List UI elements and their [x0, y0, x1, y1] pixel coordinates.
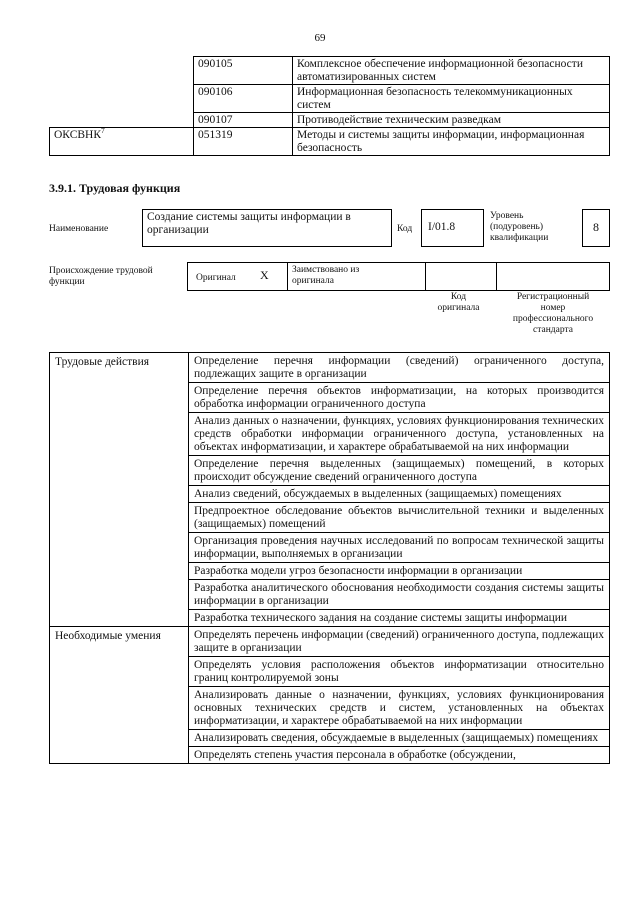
- caption-line: профессионального: [512, 314, 594, 324]
- table-cell: Противодействие техническим разведкам: [293, 113, 610, 128]
- code-label: Код: [397, 224, 413, 234]
- table-row: [50, 113, 610, 128]
- table-row: [50, 627, 610, 657]
- function-details-table: [49, 352, 610, 764]
- labor-action-item: Анализ данных о назначении, функциях, условиях функционирования технических средств обработки информации ограниченного доступа, установленных на объектах информатизации, и характере обрабатываемой на них информации: [189, 413, 610, 456]
- level-label-line: квалификации: [490, 233, 549, 243]
- function-name-value: Создание системы защиты информации в организации: [142, 209, 392, 247]
- required-skill-item: Определять степень участия персонала в обработке (обсуждении,: [189, 747, 610, 764]
- required-skill-item: Анализировать сведения, обсуждаемые в выделенных (защищаемых) помещениях: [189, 730, 610, 747]
- table-row: [50, 85, 610, 113]
- borrowed-label-line: Заимствовано из: [292, 265, 360, 275]
- table-cell: 090105: [194, 57, 293, 85]
- labor-action-item: Организация проведения научных исследований по вопросам технической защиты информации, выполняемых в организации: [189, 533, 610, 563]
- borrowed-cell: [288, 263, 426, 290]
- name-label: Наименование: [49, 224, 109, 234]
- labor-action-item: Разработка аналитического обоснования необходимости создания системы защиты информации в организации: [189, 580, 610, 610]
- labor-action-item: Предпроектное обследование объектов вычислительной техники и выделенных (защищаемых) помещений: [189, 503, 610, 533]
- original-code-caption: [421, 292, 496, 314]
- origin-label-line: функции: [49, 277, 85, 287]
- labor-action-item: Определение перечня объектов информатизации, на которых производится обработка информации ограниченного доступа: [189, 383, 610, 413]
- table-cell: [50, 57, 194, 85]
- table-cell: Комплексное обеспечение информационной безопасности автоматизированных систем: [293, 57, 610, 85]
- required-skill-item: Определять перечень информации (сведений) ограниченного доступа, подлежащих защите в организации: [189, 627, 610, 657]
- level-label: [490, 211, 548, 244]
- origin-row: [187, 262, 610, 291]
- footnote-ref: 7: [101, 126, 105, 136]
- function-code-value: I/01.8: [421, 209, 484, 247]
- original-mark: X: [260, 268, 269, 282]
- codes-table: [49, 56, 610, 156]
- caption-line: Код: [450, 292, 467, 302]
- origin-label: [49, 266, 153, 288]
- caption-line: Регистрационный: [516, 292, 590, 302]
- required-skill-item: Определять условия расположения объектов информатизации относительно границ контролируемой зоны: [189, 657, 610, 687]
- labor-action-item: Определение перечня информации (сведений) ограниченного доступа, подлежащих защите в организации: [189, 353, 610, 383]
- labor-actions-title: Трудовые действия: [50, 353, 189, 627]
- registration-number-cell: [497, 263, 609, 290]
- level-label-line: (подуровень): [490, 222, 544, 232]
- qualification-level-value: 8: [582, 209, 610, 247]
- caption-line: оригинала: [437, 303, 480, 313]
- level-label-line: Уровень: [490, 211, 524, 221]
- caption-line: стандарта: [533, 325, 573, 335]
- section-heading: 3.9.1. Трудовая функция: [49, 181, 181, 195]
- table-row: [50, 128, 610, 156]
- labor-action-item: Разработка модели угроз безопасности информации в организации: [189, 563, 610, 580]
- table-cell: [50, 113, 194, 128]
- table-cell: 090106: [194, 85, 293, 113]
- page-number: 69: [314, 32, 326, 44]
- required-skill-item: Анализировать данные о назначении, функциях, условиях функционирования основных технических средств и систем, установленных на объектах информатизации, и характере обрабатываемой на них информации: [189, 687, 610, 730]
- table-cell: 090107: [194, 113, 293, 128]
- required-skills-title: Необходимые умения: [50, 627, 189, 764]
- classifier-name: ОКСВНК: [54, 129, 102, 141]
- caption-line: номер: [540, 303, 566, 313]
- table-cell: Информационная безопасность телекоммуникационных систем: [293, 85, 610, 113]
- labor-action-item: Разработка технического задания на создание системы защиты информации: [189, 610, 610, 627]
- labor-action-item: Анализ сведений, обсуждаемых в выделенных (защищаемых) помещениях: [189, 486, 610, 503]
- origin-label-line: Происхождение трудовой: [49, 266, 153, 276]
- table-row: [50, 57, 610, 85]
- labor-action-item: Определение перечня выделенных (защищаемых) помещений, в которых происходит обсуждение сведений ограниченного доступа: [189, 456, 610, 486]
- table-cell: Методы и системы защиты информации, информационная безопасность: [293, 128, 610, 156]
- table-cell: [50, 85, 194, 113]
- borrowed-label-line: оригинала: [292, 276, 334, 286]
- table-row: [50, 353, 610, 383]
- original-label: Оригинал: [196, 273, 236, 283]
- original-cell: [188, 263, 288, 290]
- table-cell: 051319: [194, 128, 293, 156]
- original-code-cell: [426, 263, 497, 290]
- table-cell: [50, 128, 194, 156]
- registration-number-caption: [496, 292, 610, 336]
